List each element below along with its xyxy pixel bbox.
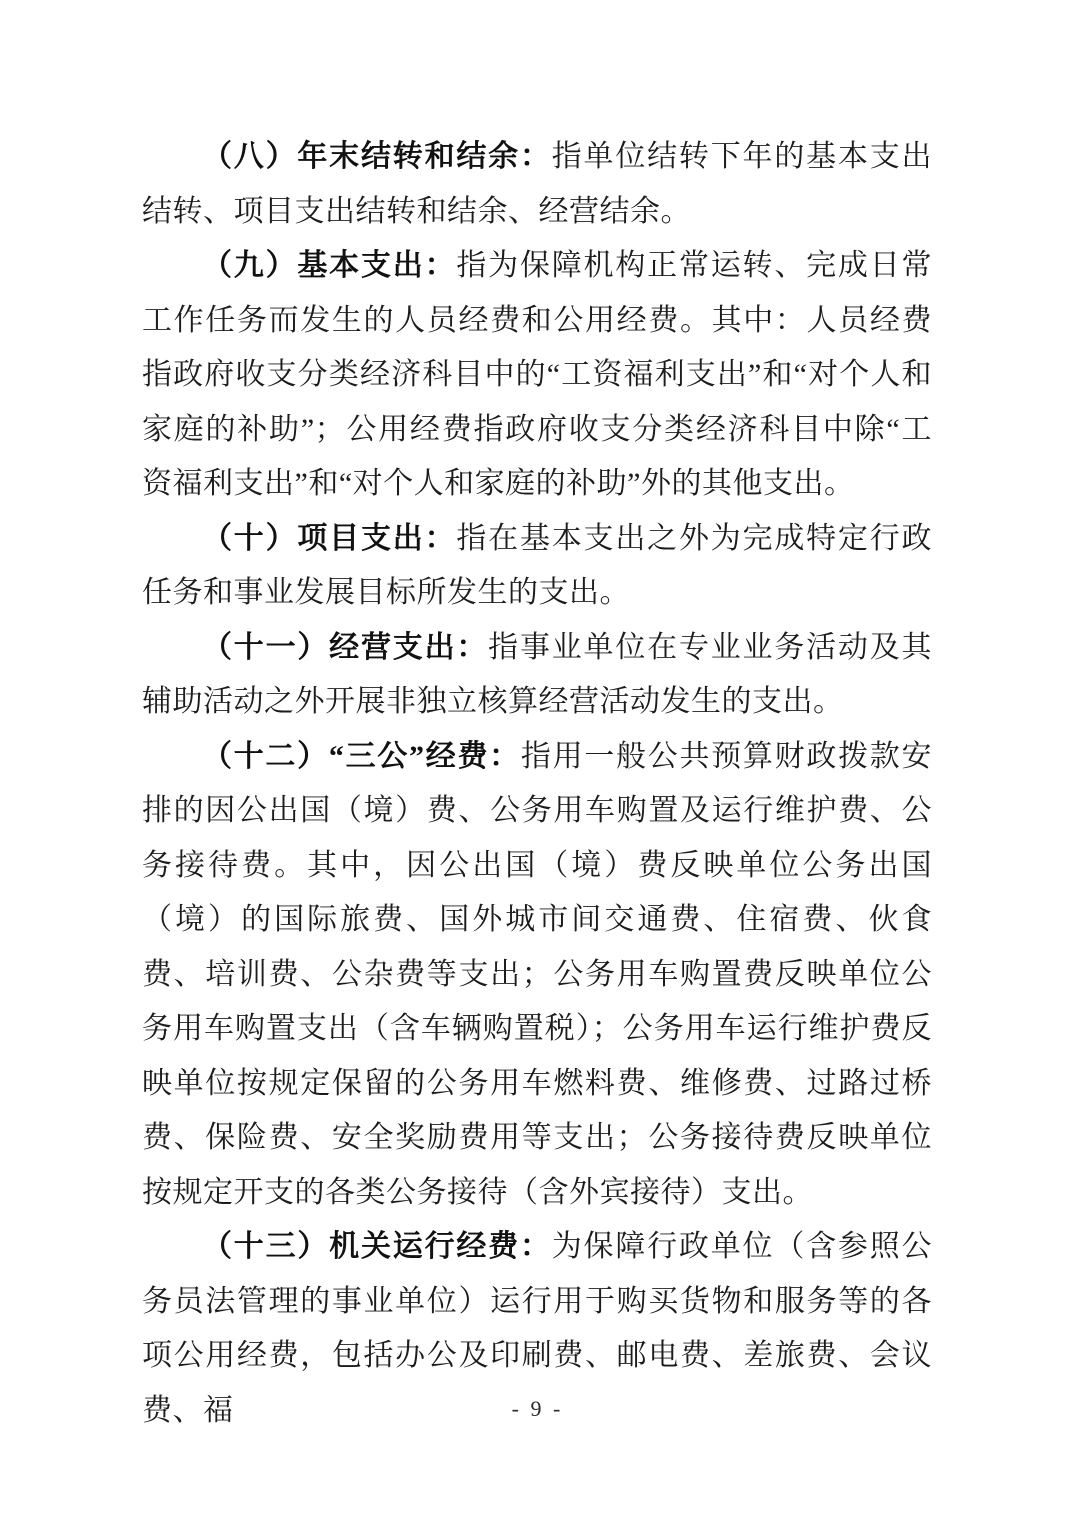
paragraph-9: [142, 239, 932, 512]
paragraph-8-label: （八）年末结转和结余：: [202, 140, 552, 173]
paragraph-8: [142, 130, 932, 239]
paragraph-10-label: （十）项目支出：: [202, 521, 457, 555]
paragraph-11-label: （十一）经营支出：: [202, 630, 489, 664]
paragraph-13-body: 为保障行政单位（含参照公务员法管理的事业单位）运行用于购买货物和服务等的各项公用经费，包括办公及印刷费、邮电费、差旅费、会议费、福: [142, 1230, 932, 1427]
paragraph-10-body: 指在基本支出之外为完成特定行政任务和事业发展目标所发生的支出。: [142, 521, 933, 609]
paragraph-8-body: 指单位结转下年的基本支出结转、项目支出结转和结余、经营结余。: [142, 140, 932, 228]
paragraph-13-label: （十三）机关运行经费：: [202, 1230, 552, 1263]
paragraph-12-label: （十二）“三公”经费：: [202, 739, 521, 773]
document-body: [142, 130, 932, 1438]
paragraph-9-body: 指为保障机构正常运转、完成日常工作任务而发生的人员经费和公用经费。其中：人员经费指政府收支分类经济科目中的“工资福利支出”和“对个人和家庭的补助”；公用经费指政府收支分类经济科目中除“工资福利支出”和“对个人和家庭的补助”外的其他支出。: [142, 249, 933, 500]
paragraph-9-label: （九）基本支出：: [202, 249, 457, 282]
paragraph-10: [142, 512, 932, 621]
paragraph-11-body: 指事业单位在专业业务活动及其辅助活动之外开展非独立核算经营活动发生的支出。: [142, 630, 933, 718]
paragraph-12-body: 指用一般公共预算财政拨款安排的因公出国（境）费、公务用车购置及运行维护费、公务接待费。其中，因公出国（境）费反映单位公务出国（境）的国际旅费、国外城市间交通费、住宿费、伙食费、培训费、公杂费等支出；公务用车购置费反映单位公务用车购置支出（含车辆购置税）；公务用车运行维护费反映单位按规定保留的公务用车燃料费、维修费、过路过桥费、保险费、安全奖励费用等支出；公务接待费反映单位按规定开支的各类公务接待（含外宾接待）支出。: [142, 739, 933, 1209]
paragraph-12: [142, 730, 932, 1221]
page-number: - 9 -: [511, 1396, 564, 1421]
paragraph-11: [142, 621, 932, 730]
